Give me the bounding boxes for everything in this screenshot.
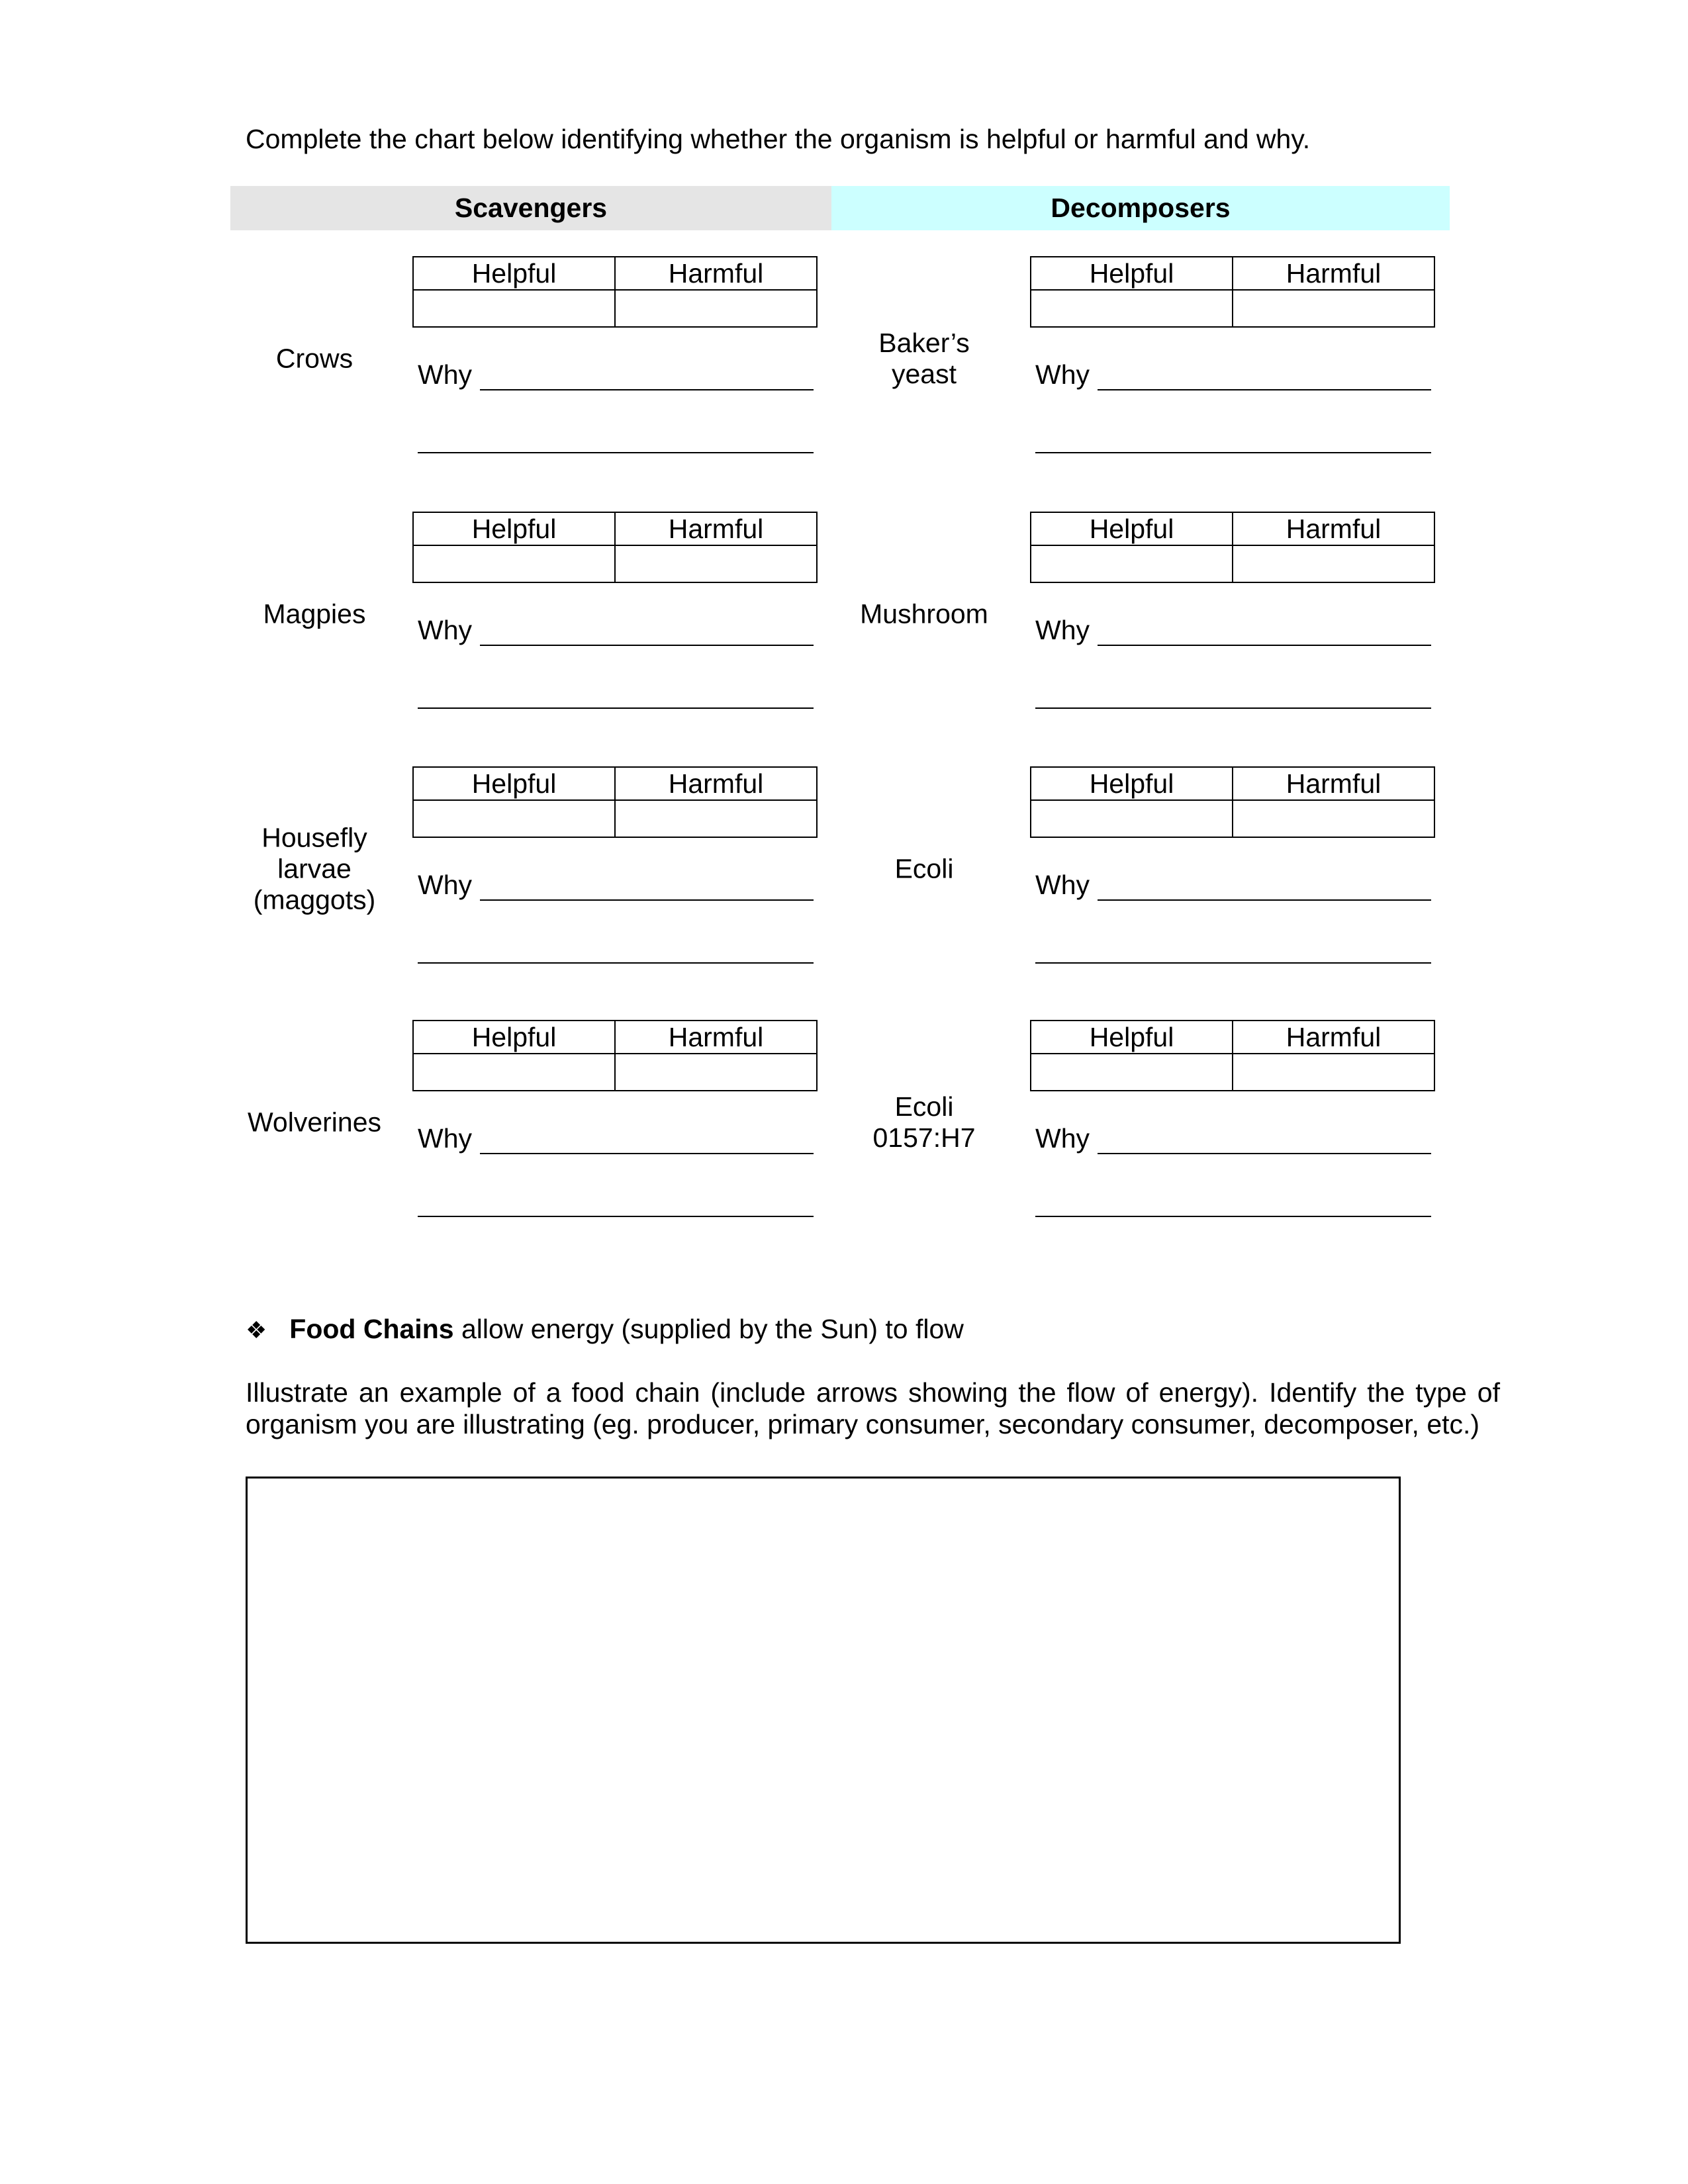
why-answer-line[interactable] [1098, 389, 1431, 390]
harmful-answer-cell[interactable] [616, 291, 816, 326]
helpful-answer-cell[interactable] [414, 1054, 616, 1090]
helpful-harmful-table [412, 256, 818, 328]
harmful-header: Harmful [1233, 768, 1434, 801]
why-answer-line-2[interactable] [418, 707, 814, 709]
organism-name-line: Housefly [261, 822, 367, 853]
why-answer-line-2[interactable] [1035, 707, 1431, 709]
harmful-header: Harmful [1233, 513, 1434, 546]
organism-name-line: Ecoli [894, 1091, 954, 1122]
why-answer-line[interactable] [480, 645, 814, 646]
harmful-answer-cell[interactable] [1233, 1054, 1434, 1090]
harmful-header: Harmful [616, 513, 816, 546]
why-label: Why [418, 870, 472, 900]
why-answer-line[interactable] [1098, 1153, 1431, 1154]
scavengers-header: Scavengers [230, 186, 831, 230]
organism-name: Magpies [263, 598, 366, 629]
why-label: Why [418, 1123, 472, 1154]
organism-name [838, 328, 1010, 390]
why-answer-line[interactable] [480, 1153, 814, 1154]
organism-name-line: yeast [892, 359, 957, 389]
organism-name-line: 0157:H7 [872, 1122, 976, 1153]
harmful-header: Harmful [616, 257, 816, 291]
why-answer-line-2[interactable] [418, 1216, 814, 1217]
why-label: Why [1035, 1123, 1090, 1154]
harmful-answer-cell[interactable] [1233, 801, 1434, 837]
why-answer-line[interactable] [1098, 645, 1431, 646]
why-label: Why [1035, 870, 1090, 900]
why-answer-line[interactable] [1098, 899, 1431, 901]
helpful-harmful-table [412, 1020, 818, 1091]
food-chain-drawing-area[interactable] [246, 1477, 1401, 1944]
why-answer-line-2[interactable] [1035, 1216, 1431, 1217]
helpful-header: Helpful [414, 513, 616, 546]
helpful-harmful-table [1030, 256, 1435, 328]
why-answer-line-2[interactable] [1035, 962, 1431, 964]
harmful-header: Harmful [1233, 1021, 1434, 1054]
why-label: Why [1035, 615, 1090, 645]
helpful-header: Helpful [414, 1021, 616, 1054]
why-label: Why [418, 359, 472, 390]
food-chains-heading [246, 1313, 964, 1346]
organism-name [228, 823, 400, 916]
helpful-answer-cell[interactable] [1031, 1054, 1233, 1090]
harmful-answer-cell[interactable] [616, 546, 816, 582]
helpful-answer-cell[interactable] [1031, 291, 1233, 326]
why-label: Why [1035, 359, 1090, 390]
organism-name-line: (maggots) [253, 884, 376, 915]
helpful-answer-cell[interactable] [1031, 801, 1233, 837]
why-answer-line[interactable] [480, 389, 814, 390]
food-chains-subtitle: allow energy (supplied by the Sun) to flow [453, 1314, 964, 1344]
helpful-header: Helpful [1031, 513, 1233, 546]
helpful-header: Helpful [1031, 257, 1233, 291]
instructions-text: Complete the chart below identifying whether the organism is helpful or harmful and why. [246, 124, 1311, 154]
helpful-harmful-table [1030, 512, 1435, 583]
harmful-answer-cell[interactable] [616, 801, 816, 837]
organism-name [838, 1091, 1010, 1154]
why-answer-line-2[interactable] [418, 452, 814, 453]
harmful-answer-cell[interactable] [616, 1054, 816, 1090]
helpful-harmful-table [412, 766, 818, 838]
helpful-harmful-table [412, 512, 818, 583]
organism-name: Ecoli [894, 853, 954, 884]
helpful-answer-cell[interactable] [414, 801, 616, 837]
why-answer-line-2[interactable] [1035, 452, 1431, 453]
why-answer-line-2[interactable] [418, 962, 814, 964]
food-chains-title: Food Chains [289, 1314, 454, 1344]
organism-name-line: Baker’s [878, 328, 970, 358]
decomposers-header: Decomposers [831, 186, 1450, 230]
harmful-header: Harmful [616, 768, 816, 801]
helpful-header: Helpful [414, 768, 616, 801]
diamond-bullet-icon: ❖ [246, 1316, 267, 1343]
organism-name: Wolverines [247, 1107, 382, 1138]
helpful-answer-cell[interactable] [414, 291, 616, 326]
helpful-header: Helpful [1031, 1021, 1233, 1054]
helpful-header: Helpful [414, 257, 616, 291]
helpful-header: Helpful [1031, 768, 1233, 801]
harmful-answer-cell[interactable] [1233, 546, 1434, 582]
harmful-header: Harmful [616, 1021, 816, 1054]
helpful-answer-cell[interactable] [414, 546, 616, 582]
harmful-header: Harmful [1233, 257, 1434, 291]
organism-name-line: larvae [277, 853, 352, 884]
harmful-answer-cell[interactable] [1233, 291, 1434, 326]
organism-name: Crows [275, 343, 353, 374]
why-label: Why [418, 615, 472, 645]
organism-name: Mushroom [860, 598, 988, 629]
helpful-harmful-table [1030, 766, 1435, 838]
food-chain-instructions: Illustrate an example of a food chain (include arrows showing the flow of energy). Identify the type of organism you are illustrating (eg. producer, primary consumer, secondary consumer, decomposer, etc.) [246, 1377, 1500, 1439]
helpful-answer-cell[interactable] [1031, 546, 1233, 582]
why-answer-line[interactable] [480, 899, 814, 901]
helpful-harmful-table [1030, 1020, 1435, 1091]
